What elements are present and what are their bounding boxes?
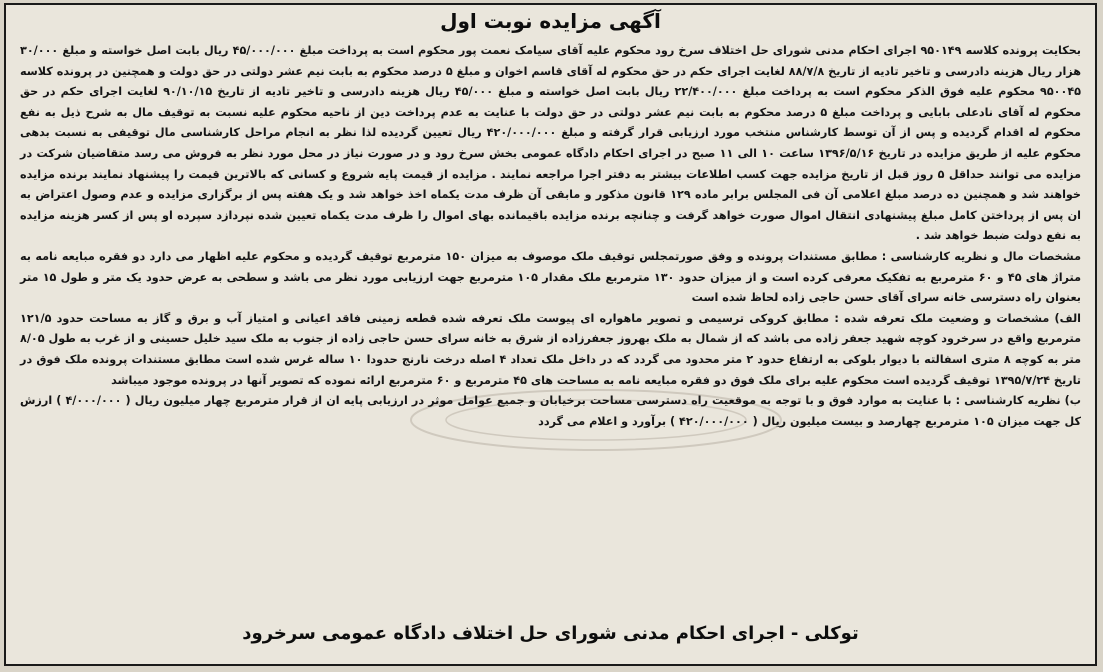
paragraph-section-b: ب) نظریه کارشناسی : با عنایت به موارد فوق و با توجه به موقعیت راه دسترسی مساحت برخیابان و جمیع عوامل موثر در ارزیابی پایه ان از قرار مترمربع چهار میلیون ریال ( ۴/۰۰۰/۰۰۰ ) ارزش کل جهت میزان ۱۰۵ مترمربع چهارصد و بیست میلیون ریال ( ۴۲۰/۰۰۰/۰۰۰ ) برآورد و اعلام می گردد (20, 394, 1081, 428)
paragraph-section-a: الف) مشخصات و وضعیت ملک تعرفه شده : مطابق کروکی ترسیمی و تصویر ماهواره ای پیوست ملک تعرفه شده قطعه زمینی فاقد اعیانی و امتیاز آب و برق و گاز به مساحت حدود ۱۲۱/۵ مترمربع واقع در سرخرود کوچه شهید جعفر زاده می باشد که از شمال به ملک بهروز جعفرزاده از شرق به خانه سرای حسن حاجی زاده از جنوب به ملک سید خلیل حسینی و از غرب به طول ۸/۰۵ متر به کوچه ۸ متری اسفالته با دیوار بلوکی به ارتفاع حدود ۲ متر محدود می گردد که در داخل ملک تعداد ۴ اصله درخت نارنج حدودا ۱۰ ساله غرس شده است مطابق مستندات پرونده ملک فوق در تاریخ ۱۳۹۵/۷/۲۴ توقیف گردیده است محکوم علیه برای ملک فوق دو فقره مبایعه نامه به مساحت های ۴۵ مترمربع و ۶۰ مترمربع ارائه نموده که تصویر آنها در پرونده موجود میباشد (20, 311, 1081, 387)
signature-line: توکلی - اجرای احکام مدنی شورای حل اختلاف دادگاه عمومی سرخرود (242, 623, 859, 644)
notice-sheet (4, 3, 1097, 666)
notice-body (20, 41, 1081, 432)
notice-title: آگهی مزایده نوبت اول (440, 9, 661, 33)
paragraph-main: بحکایت پرونده کلاسه ۹۵۰۱۴۹ اجرای احکام مدنی شورای حل اختلاف سرخ رود محکوم علیه آقای سیامک نعمت پور محکوم است به پرداخت مبلغ ۴۵/۰۰۰/۰۰۰ ریال بابت اصل خواسته و مبلغ ۳۰/۰۰۰ هزار ریال هزینه دادرسی و تاخیر تادیه از تاریخ ۸۸/۷/۸ لغایت اجرای حکم در حق محکوم له آقای قاسم اخوان و مبلغ ۵ درصد محکوم به بابت نیم عشر دولتی در حق دولت و همچنین در پرونده کلاسه ۹۵۰۰۴۵ محکوم علیه فوق الذکر محکوم است به پرداخت مبلغ ۲۲/۴۰۰/۰۰۰ ریال بابت اصل خواسته و مبلغ ۴۵/۰۰۰ ریال هزینه دادرسی و تاخیر تادیه از تاریخ ۹۰/۱۰/۱۵ لغایت اجرای حکم در حق محکوم له آقای نادعلی بابایی و پرداخت مبلغ ۵ درصد محکوم به بابت نیم عشر دولتی در حق دولت با عنایت به عدم پرداخت دین از ناحیه محکوم علیه نسبت به توقیف مال به شرح ذیل به نفع محکوم له اقدام گردیده و پس از آن توسط کارشناس منتخب مورد ارزیابی قرار گرفته و مبلغ ۴۲۰/۰۰۰/۰۰۰ ریال تعیین گردیده لذا نظر به انجام مراحل کارشناسی مال توقیفی به نسبت بدهی محکوم علیه از طریق مزایده در تاریخ ۱۳۹۶/۵/۱۶ ساعت ۱۰ الی ۱۱ صبح در اجرای احکام دادگاه عمومی بخش سرخ رود و در صورت نیاز در محل مورد نظر به فروش می رسد متقاضیان شرکت در مزایده می توانند حداقل ۵ روز قبل از تاریخ مزایده جهت کسب اطلاعات بیشتر به دفتر اجرا مراجعه نمایند . مزایده از قیمت پایه شروع و کسانی که بالاترین قیمت را پیشنهاد نمایند برنده مزایده خواهند شد و همچنین ده درصد مبلغ اعلامی آن فی المجلس برابر ماده ۱۲۹ قانون مذکور و مابقی آن ظرف مدت یکماه اخذ خواهد شد و یک هفته پس از برگزاری مزایده و عدم وصول اعتراض به ان پس از پرداختن کامل مبلغ پیشنهادی انتقال اموال صورت خواهد گرفت و چنانچه برنده مزایده باقیمانده بهای اموال را ظرف مدت یکماه تعیین شده نپردازد سپرده او پس از کسر هزینه مزایده به نفع دولت ضبط خواهد شد . (20, 44, 1082, 243)
paragraph-property-specs: مشخصات مال و نظریه کارشناسی : مطابق مستندات پرونده و وفق صورتمجلس توقیف ملک موصوف به میزان ۱۵۰ مترمربع توقیف گردیده و محکوم علیه اظهار می دارد دو فقره مبایعه نامه به متراژ های ۴۵ و ۶۰ مترمربع به تفکیک معرفی کرده است و از میزان حدود ۱۳۰ مترمربع ملک مقدار ۱۰۵ مترمربع جهت ارزیابی مورد نظر می باشد و سطحی به عرض حدود یک متر و طول ۱۵ متر بعنوان راه دسترسی خانه سرای آقای حسن حاجی زاده لحاظ شده است (20, 249, 1081, 305)
